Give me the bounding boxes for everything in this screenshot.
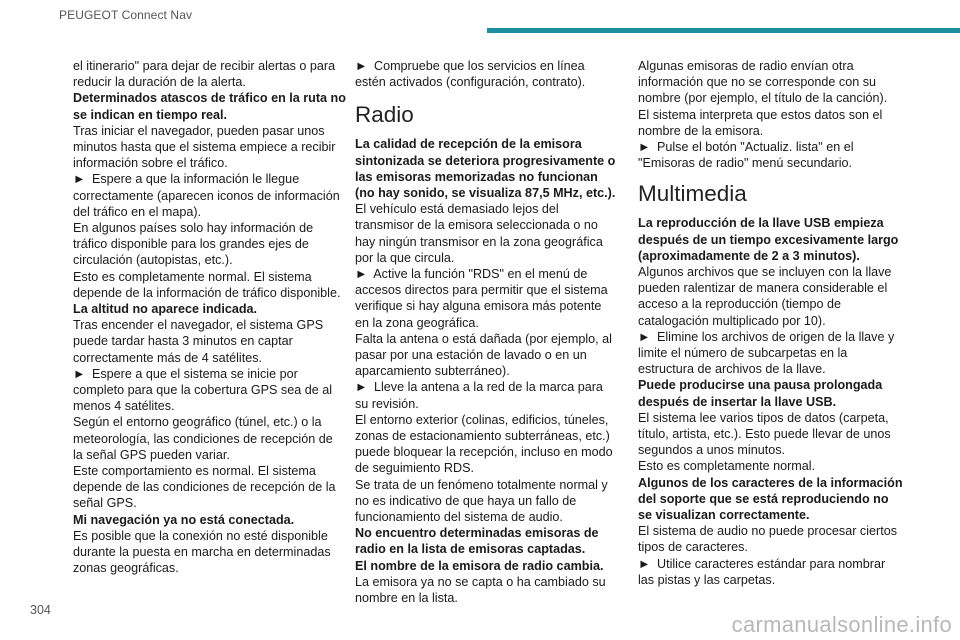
arrow-icon: ► — [355, 59, 368, 73]
paragraph: Algunos archivos que se incluyen con la llave pueden ralentizar de manera considerable el acceso a la reproducción (tiempo de catalogación multiplicado por 10). — [638, 265, 892, 328]
action-item: ► Compruebe que los servicios en línea estén activados (configuración, contrato). — [355, 59, 586, 90]
action-item: ► Elimine los archivos de origen de la llave y limite el número de subcarpetas en la estructura de archivos de la llave. — [638, 329, 895, 377]
section-heading-multimedia: Multimedia — [638, 181, 747, 207]
action-item: ► Espere a que la información le llegue correctamente (aparecen iconos de información del tráfico en el mapa). — [73, 172, 340, 219]
arrow-icon: ► — [638, 329, 651, 344]
paragraph: Tras encender el navegador, el sistema GPS puede tardar hasta 3 minutos en captar correctamente más de 4 satélites. — [73, 318, 324, 365]
problem-heading: Determinados atascos de tráfico en la ruta no se indican en tiempo real. — [73, 91, 346, 122]
action-item: ► Active la función "RDS" en el menú de accesos directos para permitir que el sistema verifique si hay alguna emisora más potente en la zona geográfica. — [355, 267, 608, 330]
page-number: 304 — [30, 603, 51, 617]
column-3 — [638, 58, 903, 588]
paragraph: Algunas emisoras de radio envían otra información que no se corresponde con su nombre (por ejemplo, el título de la canción). — [638, 59, 888, 106]
paragraph: Esto es completamente normal. — [638, 459, 816, 474]
running-header: PEUGEOT Connect Nav — [59, 8, 193, 22]
problem-heading: Mi navegación ya no está conectada. — [73, 512, 295, 527]
problem-heading: La altitud no aparece indicada. — [73, 302, 258, 317]
problem-heading: La calidad de recepción de la emisora sintonizada se deteriora progresivamente o las emisoras memorizadas no funcionan (no hay sonido, se visualiza 87,5 MHz, etc.). — [355, 137, 616, 201]
paragraph: En algunos países solo hay información de tráfico disponible para los grandes ejes de circulación (autopistas, etc.). — [73, 221, 314, 268]
paragraph: El sistema interpreta que estos datos son el nombre de la emisora. — [638, 107, 883, 138]
paragraph: Esto es completamente normal. El sistema depende de la información de tráfico disponible. — [73, 269, 341, 300]
paragraph: El vehículo está demasiado lejos del transmisor de la emisora seleccionada o no hay ningún transmisor en la zona geográfica por la que circula. — [355, 202, 603, 265]
column-2 — [355, 58, 617, 606]
action-item: ► Utilice caracteres estándar para nombrar las pistas y las carpetas. — [638, 556, 886, 587]
paragraph: La emisora ya no se capta o ha cambiado su nombre en la lista. — [355, 574, 606, 606]
action-item: ► Lleve la antena a la red de la marca para su revisión. — [355, 380, 603, 411]
paragraph: Es posible que la conexión no esté disponible durante la puesta en marcha en determinadas zonas geográficas. — [73, 528, 331, 576]
column-1 — [73, 58, 346, 577]
action-item: ► Espere a que el sistema se inicie por completo para que la cobertura GPS sea de al menos 4 satélites. — [73, 366, 333, 414]
header-accent-bar — [487, 28, 960, 33]
arrow-icon: ► — [355, 267, 368, 282]
paragraph: Tras iniciar el navegador, pueden pasar unos minutos hasta que el sistema empiece a recibir información sobre el tráfico. — [73, 123, 336, 171]
paragraph: El sistema de audio no puede procesar ciertos tipos de caracteres. — [638, 524, 898, 555]
paragraph: Falta la antena o está dañada (por ejemplo, al pasar por una estación de lavado o en un aparcamiento subterráneo). — [355, 331, 612, 379]
problem-heading: Puede producirse una pausa prolongada después de insertar la llave USB. — [638, 378, 883, 409]
problem-heading: El nombre de la emisora de radio cambia. — [355, 558, 604, 573]
arrow-icon: ► — [638, 556, 651, 571]
arrow-icon: ► — [638, 140, 651, 155]
arrow-icon: ► — [73, 366, 86, 381]
arrow-icon: ► — [73, 172, 86, 187]
paragraph: El entorno exterior (colinas, edificios, túneles, zonas de estacionamiento subterráneas, etc.) puede bloquear la recepción, incluso en modo de seguimiento RDS. — [355, 412, 613, 476]
paragraph: Se trata de un fenómeno totalmente normal y no es indicativo de que haya un fallo de funcionamiento del sistema de audio. — [355, 477, 608, 525]
paragraph: Este comportamiento es normal. El sistema depende de las condiciones de recepción de la señal GPS. — [73, 464, 336, 511]
paragraph: Según el entorno geográfico (túnel, etc.) o la meteorología, las condiciones de recepción de la señal GPS pueden variar. — [73, 415, 333, 462]
paragraph: El sistema lee varios tipos de datos (carpeta, título, artista, etc.). Esto puede llevar de unos segundos a unos minutos. — [638, 410, 891, 458]
problem-heading: Algunos de los caracteres de la información del soporte que se está reproduciendo no se visualizan correctamente. — [638, 475, 903, 523]
section-heading-radio: Radio — [355, 102, 414, 128]
watermark: carmanualsonline.info — [731, 612, 952, 637]
paragraph: el itinerario" para dejar de recibir alertas o para reducir la duración de la alerta. — [73, 59, 336, 90]
action-item: ► Pulse el botón "Actualiz. lista" en el "Emisoras de radio" menú secundario. — [638, 140, 854, 171]
arrow-icon: ► — [355, 380, 368, 395]
problem-heading: La reproducción de la llave USB empieza después de un tiempo excesivamente largo (aproximadamente de 2 a 3 minutos). — [638, 216, 899, 263]
problem-heading: No encuentro determinadas emisoras de radio en la lista de emisoras captadas. — [355, 526, 599, 557]
